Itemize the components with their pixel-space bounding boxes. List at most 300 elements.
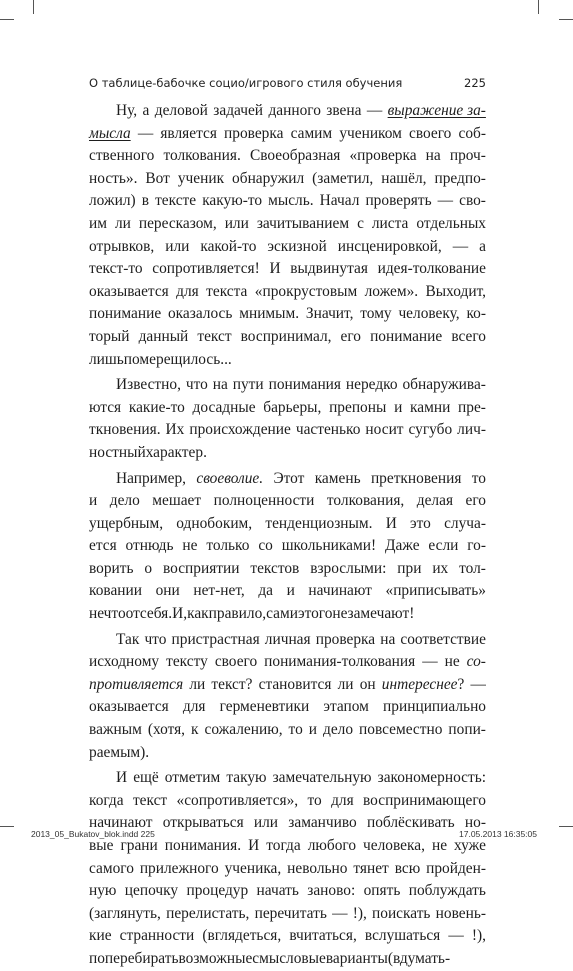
word: открываться [162,814,244,832]
word: соответствие [400,630,486,648]
word: самим [290,124,333,142]
word: только [206,537,250,555]
word: на [380,630,396,648]
word: перечитать [254,904,327,922]
word: на [212,376,228,394]
word: оказывается [89,698,169,716]
word: лич- [457,421,486,439]
word: восприятии [162,559,240,577]
word: оказывается [89,282,169,300]
word: замечательную [272,769,372,787]
word: варианты [325,949,388,967]
page-number: 225 [464,76,486,90]
word: и [308,721,317,739]
word: что [185,376,208,394]
crop-mark [0,826,14,827]
word: учеником [339,124,402,142]
word: кие [89,927,112,945]
word: какой-то [200,237,257,255]
word: преткновения [370,469,462,487]
word: поперебирать [89,949,179,967]
word: при [397,559,422,577]
word: а [142,102,150,119]
word: себя. [139,605,173,623]
text-line [89,419,486,442]
word: происхождение [189,421,291,439]
word: нечто [89,605,126,623]
text-line [89,468,486,491]
word: (вдумать- [387,949,451,967]
word: — [366,102,383,119]
word: отрывков, [89,237,155,255]
word: сожалению, [204,721,283,739]
word: о [144,559,153,577]
word: «приписывать» [385,582,486,600]
word: его [465,492,486,510]
running-header [89,76,486,92]
word: заманчиво [288,814,357,832]
word: ли [189,675,206,693]
text-line [89,349,486,372]
crop-mark [559,826,573,827]
word: опять [363,882,401,900]
word: в [141,192,150,210]
word: не [182,537,198,555]
word: воспринимал, [240,327,332,345]
word: от [125,605,140,623]
word: процедур [186,882,249,900]
word: дело [322,721,354,739]
word: — [137,124,154,142]
word: герменевтики [219,698,310,716]
word: он [359,675,376,693]
word: любого [307,837,357,854]
word: досадные [192,398,256,416]
word: повсеместно [359,721,443,739]
word: хуже [454,837,486,854]
crop-mark [33,0,34,14]
word: новень- [435,904,486,922]
word: тексте [155,192,197,210]
word: делая [416,492,454,510]
text-line [89,281,486,304]
word: — [470,675,486,693]
text-line [89,558,486,581]
word: отдельных [416,214,486,232]
word: проверка [315,630,376,648]
word: своего [409,124,452,142]
word: странности [119,927,195,945]
word: однобоким, [176,514,253,532]
word: оказалось [167,305,233,323]
word: «сопротивляется», [176,791,299,809]
word: понимания. [164,837,242,854]
word: нашёл, [381,169,427,187]
text-line [89,326,486,349]
text-line [89,903,486,926]
word: становится [258,675,332,693]
word: Известно, [116,376,181,394]
word: раемым). [89,743,150,761]
word: понимание [89,305,162,323]
word: когда [89,791,124,809]
word: их [432,559,449,577]
word: они [155,582,180,600]
word: попи- [448,721,486,739]
word: пристрастная [171,630,260,648]
word: важным [89,721,142,739]
word: им [89,214,107,232]
word: сво- [459,192,486,210]
word: !), [352,904,367,922]
word: нет-нет, [193,582,245,600]
word: ковании [89,582,142,600]
word: деловой [154,102,208,119]
word: текст [132,791,168,809]
word: Начал [319,192,360,210]
word: воспринимающего [363,791,486,809]
word: ворить [89,559,134,577]
word: и [286,582,295,600]
word: соб- [458,124,486,142]
word: ность». [89,169,138,187]
word: ную [89,882,117,900]
paragraph [89,468,486,626]
word: текст? [211,675,253,693]
word: сопротивляется! [152,260,260,278]
word: характер. [145,443,207,461]
word: закономерность: [377,769,486,787]
word: Их [165,421,185,439]
word: сами [266,605,298,623]
word: это [410,514,431,532]
word: торый [89,327,130,345]
word: текст-то [89,260,143,278]
word: барьеры, [263,398,322,416]
word: или [165,237,190,255]
word: данного [268,102,321,119]
running-title: О таблице-бабочке социо/игрового стиля обучения [89,76,403,90]
print-slug [31,829,537,841]
word: (заметил, [312,169,374,187]
word: какую-то [202,192,263,210]
text-line [89,490,486,513]
text-line [89,213,486,236]
word: то [288,721,303,739]
word: дело [109,492,140,510]
paragraph [89,374,486,464]
word: толкования. [163,147,241,165]
word: звена [326,102,362,119]
word: текстов [250,559,300,577]
word: тогда [266,837,301,854]
word: взрослыми: [310,559,387,577]
word: правило, [208,605,267,623]
word: понимания-толкования [264,653,416,671]
slug-filename: 2013_05_Bukatov_blok.indd 225 [31,829,155,839]
word: возможные [178,949,253,967]
word: этапом [323,698,369,716]
word: пре- [458,398,486,416]
word: выдвинутая [290,260,368,278]
word: всю [394,859,421,877]
word: или [253,814,279,832]
text-line [89,925,486,948]
word: принципиально [383,698,486,716]
word: камни [410,398,451,416]
word: «проверка [349,147,417,165]
word: как [187,605,209,623]
word: — [452,237,469,255]
word: какие-то [128,398,185,416]
word: поблуждать [408,882,486,900]
text-line [89,123,486,146]
text-line [89,696,486,719]
word: текст [197,327,232,345]
word: ются [89,398,122,416]
word: отметим [164,769,221,787]
word: выражение за- [387,102,486,119]
word: ется [89,537,117,555]
text-line [89,535,486,558]
word: отнюдь [125,537,174,555]
word: для [176,282,199,300]
word: если [428,537,459,555]
text-line [89,674,486,697]
word: заново: [307,882,356,900]
word: мнимым. [239,305,300,323]
word: интереснее [381,675,458,693]
word: его [340,327,361,345]
word: а [479,237,486,255]
word: ко- [466,305,486,323]
word: данный [138,327,189,345]
word: тексту [166,653,208,671]
word: тому [360,305,392,323]
word: ли [337,675,354,693]
word: ложем». [364,282,419,300]
text-line [89,513,486,536]
word: ? [457,675,465,693]
word: препоны [329,398,387,416]
word: зачитыванием [256,214,350,232]
word: школьниками! [281,537,377,555]
word: проверять [365,192,432,210]
text-line [89,651,486,674]
word: И, [172,605,188,623]
word: Своеобразная [249,147,341,165]
word: то [471,469,486,487]
word: понимание [370,327,443,345]
word: личная [264,630,311,648]
word: и [89,492,98,510]
word: начинают [89,814,153,832]
word: ственного [89,147,155,165]
word: грани [120,837,158,854]
word: (вглядеться, [202,927,282,945]
word: или [224,214,249,232]
word: идея-толкование [377,260,486,278]
text-line [89,603,486,626]
text-line [89,442,486,465]
word: мысла [89,124,131,142]
text-line [89,145,486,168]
word: го- [467,537,486,555]
text-line [89,790,486,813]
crop-mark [559,19,573,20]
word: Ну, [116,102,138,119]
word: тянет [353,859,389,877]
word: (заглянуть, [89,904,161,922]
text-line [89,258,486,281]
word: ещё [133,769,159,787]
word: проверка [224,124,284,142]
word: вые [89,837,114,854]
word: своего [214,653,258,671]
word: — [437,192,454,210]
paragraph [89,767,486,970]
word: начинают [308,582,372,600]
word: да [258,582,273,600]
word: — [448,927,464,945]
word: смысловые [252,949,326,967]
text-line [89,303,486,326]
word: но- [464,814,486,832]
word: полноценности [213,492,315,510]
paragraph [89,629,486,765]
word: И [116,769,128,787]
word: вчитаться, [289,927,357,945]
word: померещилось... [123,350,232,368]
word: не [431,837,448,854]
word: понимания [268,376,341,394]
text-line [89,580,486,603]
word: Вот [145,169,170,187]
word: всего [451,327,486,345]
text-line [89,742,486,765]
word: проч- [449,147,486,165]
word: замечают! [347,605,415,623]
word: задачей [213,102,264,119]
text-line [89,100,486,123]
word: пути [232,376,264,394]
word: является [160,124,217,142]
word: исходному [89,653,160,671]
word: «прокрустовым [254,282,358,300]
word: цепочку [124,882,179,900]
word: со [258,537,273,555]
word: не [444,653,460,671]
text-line [89,719,486,742]
word: !), [471,927,486,945]
text-line [89,190,486,213]
word: И [385,514,397,532]
word: своеволие. [196,469,264,487]
word: Например, [116,469,187,487]
word: — [422,653,438,671]
word: И [248,837,260,854]
word: камень [314,469,361,487]
word: ли [114,214,131,232]
word: ложил) [89,192,136,210]
word: эскизной [267,237,327,255]
word: мешает [152,492,202,510]
word: поискать [372,904,431,922]
word: тол- [459,559,486,577]
word: на [425,147,441,165]
word: (хотя, [147,721,186,739]
word: мысль. [268,192,314,210]
word: не [332,605,348,623]
crop-mark [538,0,539,14]
word: пройден- [426,859,486,877]
word: ученика, [224,859,282,877]
crop-mark [0,19,14,20]
word: такую [226,769,267,787]
word: Даже [384,537,420,555]
word: к [191,721,199,739]
word: ностный [89,443,146,461]
word: лишь [89,350,124,368]
word: начать [256,882,299,900]
text-line [89,880,486,903]
word: листа [371,214,409,232]
word: предпо- [434,169,486,187]
word: пересказом, [138,214,217,232]
word: обнаружива- [402,376,486,394]
word: ущербным, [89,514,164,532]
text-line [89,397,486,420]
word: то [307,791,322,809]
word: что [144,630,167,648]
word: Значит, [305,305,354,323]
word: для [331,791,354,809]
word: этого [297,605,333,623]
word: самого [89,859,134,877]
word: носит [365,421,404,439]
word: частенько [295,421,361,439]
text-line [89,629,486,652]
word: поблёскивать [366,814,455,832]
word: ткновения. [89,421,161,439]
word: случа- [444,514,486,532]
word: невольно [287,859,348,877]
word: с [357,214,364,232]
word: нередко [345,376,398,394]
word: тенденциозным. [265,514,373,532]
word: человеку, [398,305,460,323]
word: И [269,260,281,278]
slug-timestamp: 17.05.2013 16:35:05 [459,829,537,839]
word: сугубо [408,421,453,439]
word [382,674,465,697]
word: перелистать, [166,904,250,922]
word: для [182,698,206,716]
word: ученик [177,169,225,187]
text-line [89,168,486,191]
word: вслушаться [364,927,441,945]
text-line [89,236,486,259]
text-line [89,767,486,790]
paragraph [89,100,486,371]
word: обнаружил [232,169,305,187]
text-line [89,948,486,971]
word: и [394,398,403,416]
word: инсценировкой, [337,237,442,255]
word: Выходит, [425,282,486,300]
text-line [89,858,486,881]
word: Так [116,630,140,648]
